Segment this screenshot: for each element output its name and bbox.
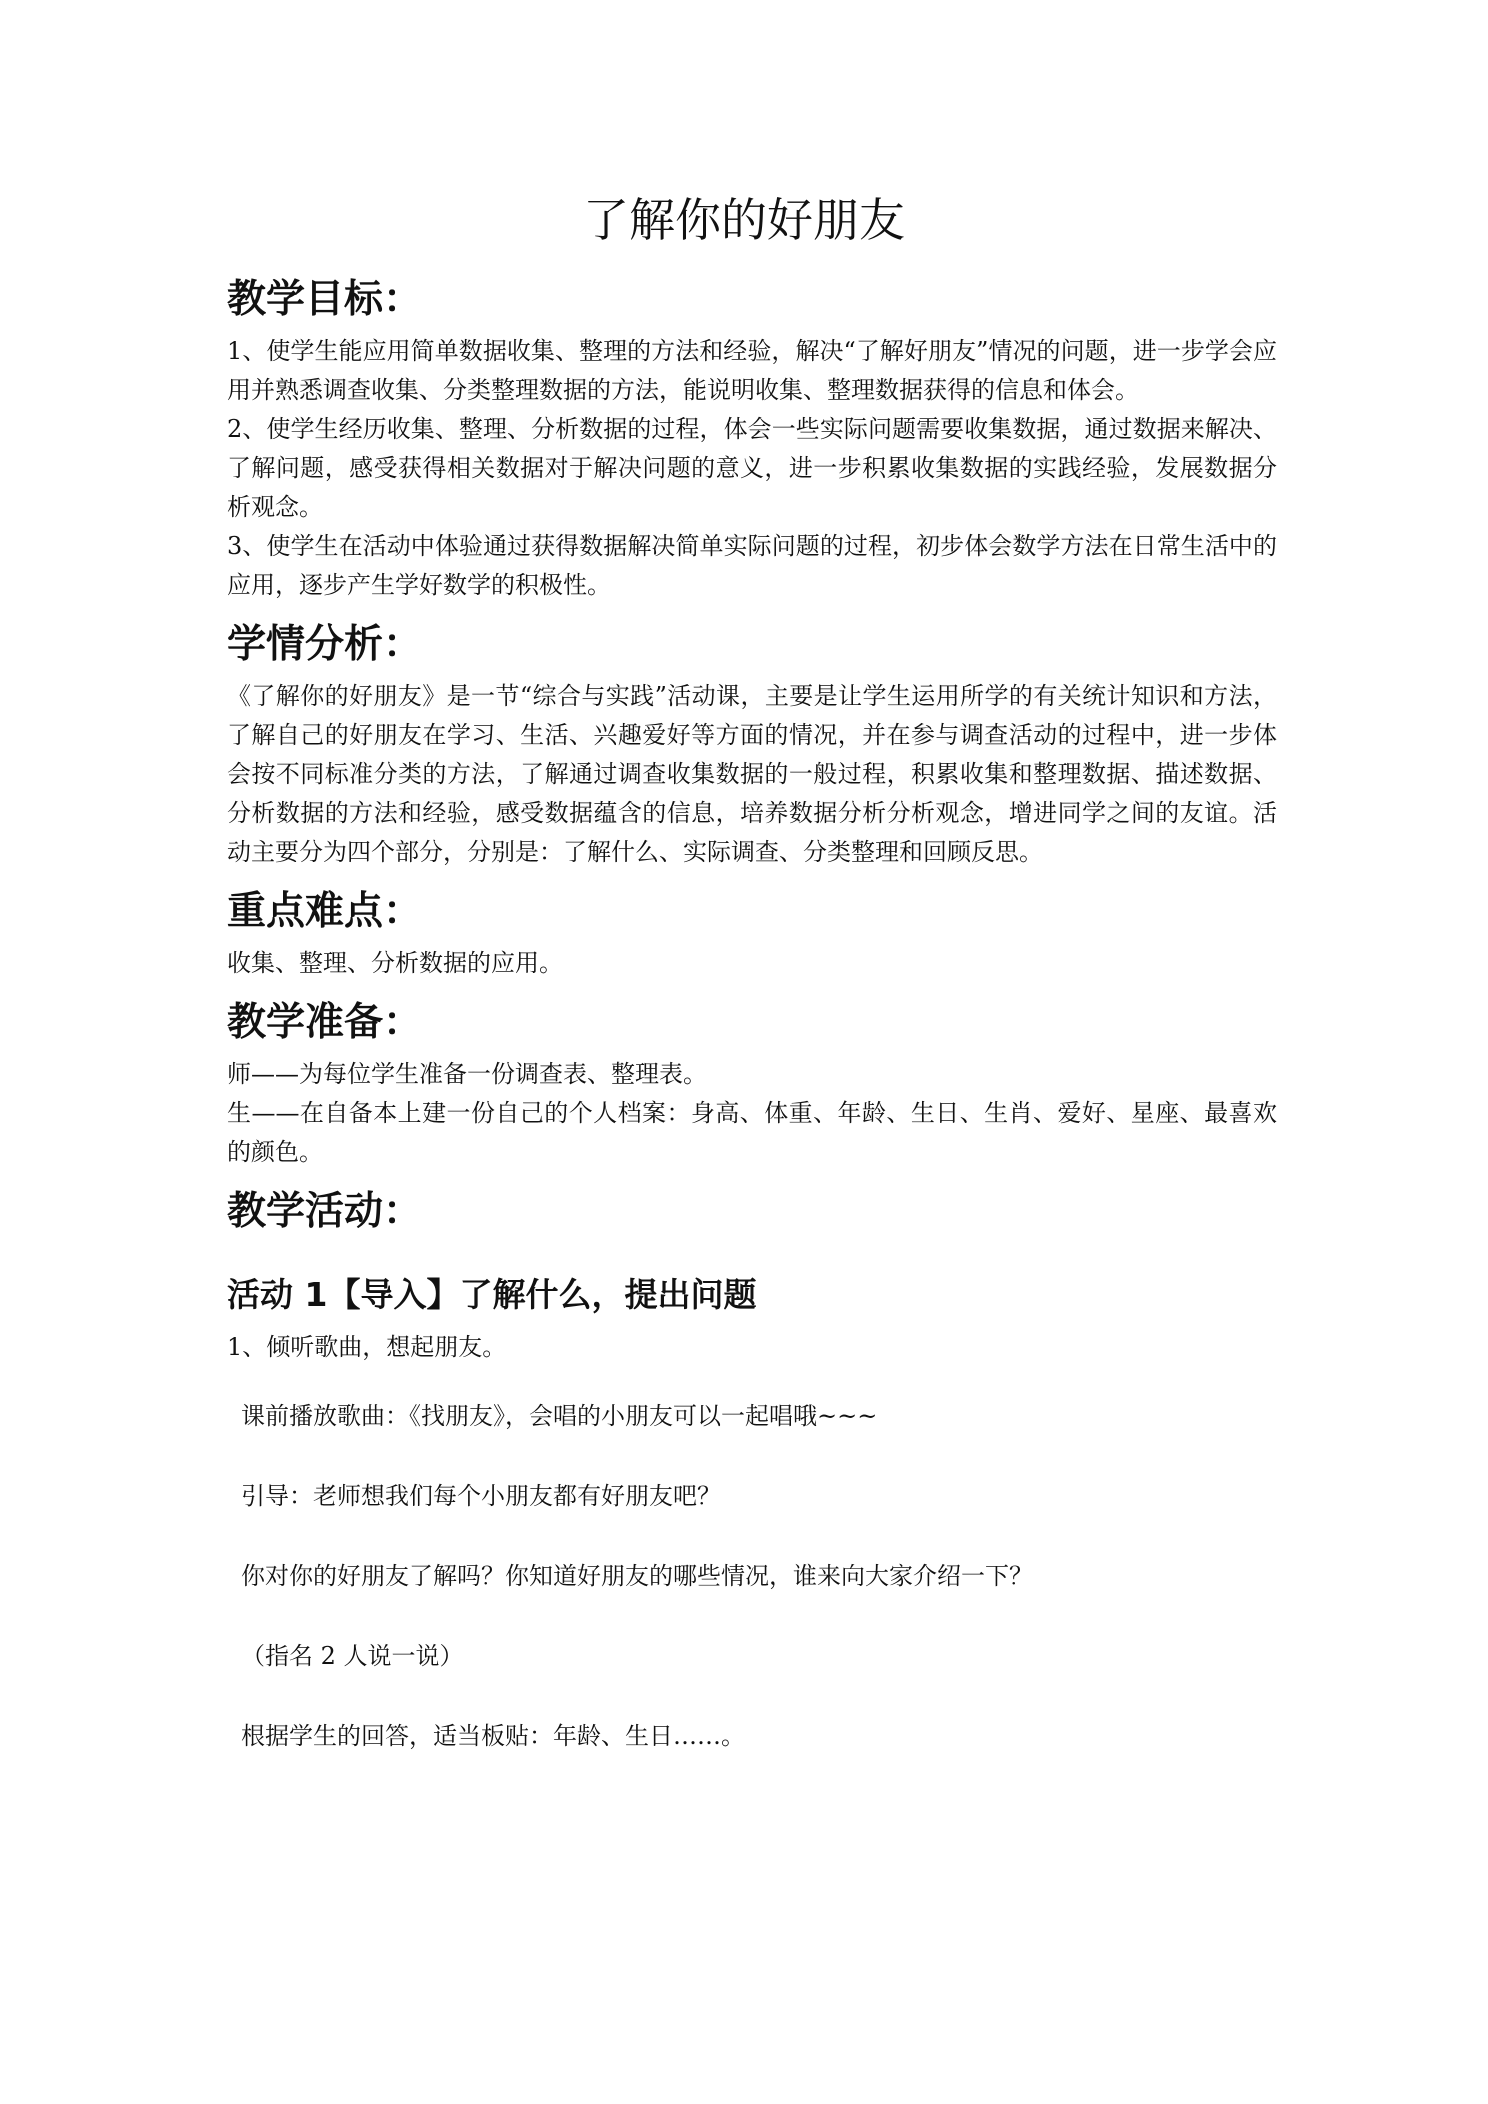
preparation-item-teacher: 师——为每位学生准备一份调查表、整理表。 bbox=[227, 1060, 707, 1088]
analysis-paragraph: 《了解你的好朋友》是一节“综合与实践”活动课，主要是让学生运用所学的有关统计知识和方法，了解自己的好朋友在学习、生活、兴趣爱好等方面的情况，并在参与调查活动的过程中，进一步体会按不同标准分类的方法，了解通过调查收集数据的一般过程，积累收集和整理数据、描述数据、分析数据的方法和经验，感受数据蕴含的信息，培养数据分析分析观念，增进同学之间的友谊。活动主要分为四个部分，分别是：了解什么、实际调查、分类整理和回顾反思。 bbox=[227, 682, 1277, 866]
section-teaching-goals bbox=[227, 268, 1277, 605]
activity-line: 你对你的好朋友了解吗？你知道好朋友的哪些情况，谁来向大家介绍一下？ bbox=[241, 1562, 1033, 1590]
document-title: 了解你的好朋友 bbox=[583, 193, 905, 247]
goal-item-2: 2、使学生经历收集、整理、分析数据的过程，体会一些实际问题需要收集数据，通过数据来解决、了解问题，感受获得相关数据对于解决问题的意义，进一步积累收集数据的实践经验，发展数据分析观念。 bbox=[227, 415, 1277, 521]
activity-1-title: 活动 1【导入】了解什么，提出问题 bbox=[227, 1275, 757, 1314]
section-heading-key-points: 重点难点： bbox=[227, 889, 423, 934]
section-analysis bbox=[227, 613, 1277, 872]
activity-line: （指名 2 人说一说） bbox=[241, 1642, 464, 1670]
section-heading-goals: 教学目标： bbox=[227, 277, 423, 322]
document-body bbox=[227, 268, 1277, 1797]
activity-line: 引导：老师想我们每个小朋友都有好朋友吧？ bbox=[241, 1482, 721, 1510]
goal-item-1: 1、使学生能应用简单数据收集、整理的方法和经验，解决“了解好朋友”情况的问题，进一步学会应用并熟悉调查收集、分类整理数据的方法，能说明收集、整理数据获得的信息和体会。 bbox=[227, 337, 1277, 404]
section-heading-analysis: 学情分析： bbox=[227, 622, 423, 667]
key-points-paragraph: 收集、整理、分析数据的应用。 bbox=[227, 949, 563, 977]
section-preparation bbox=[227, 991, 1277, 1172]
goal-item-3: 3、使学生在活动中体验通过获得数据解决简单实际问题的过程，初步体会数学方法在日常生活中的应用，逐步产生学好数学的积极性。 bbox=[227, 532, 1277, 599]
section-heading-activities: 教学活动： bbox=[227, 1189, 423, 1234]
activity-line: 根据学生的回答，适当板贴：年龄、生日……。 bbox=[241, 1722, 745, 1750]
activity-line: 课前播放歌曲：《找朋友》，会唱的小朋友可以一起唱哦~~~ bbox=[241, 1402, 878, 1430]
preparation-item-student: 生——在自备本上建一份自己的个人档案：身高、体重、年龄、生日、生肖、爱好、星座、最喜欢的颜色。 bbox=[227, 1099, 1277, 1166]
section-key-points bbox=[227, 880, 1277, 983]
section-heading-preparation: 教学准备： bbox=[227, 1000, 423, 1045]
activity-line: 1、倾听歌曲，想起朋友。 bbox=[227, 1333, 507, 1361]
section-activities bbox=[227, 1180, 1277, 1756]
